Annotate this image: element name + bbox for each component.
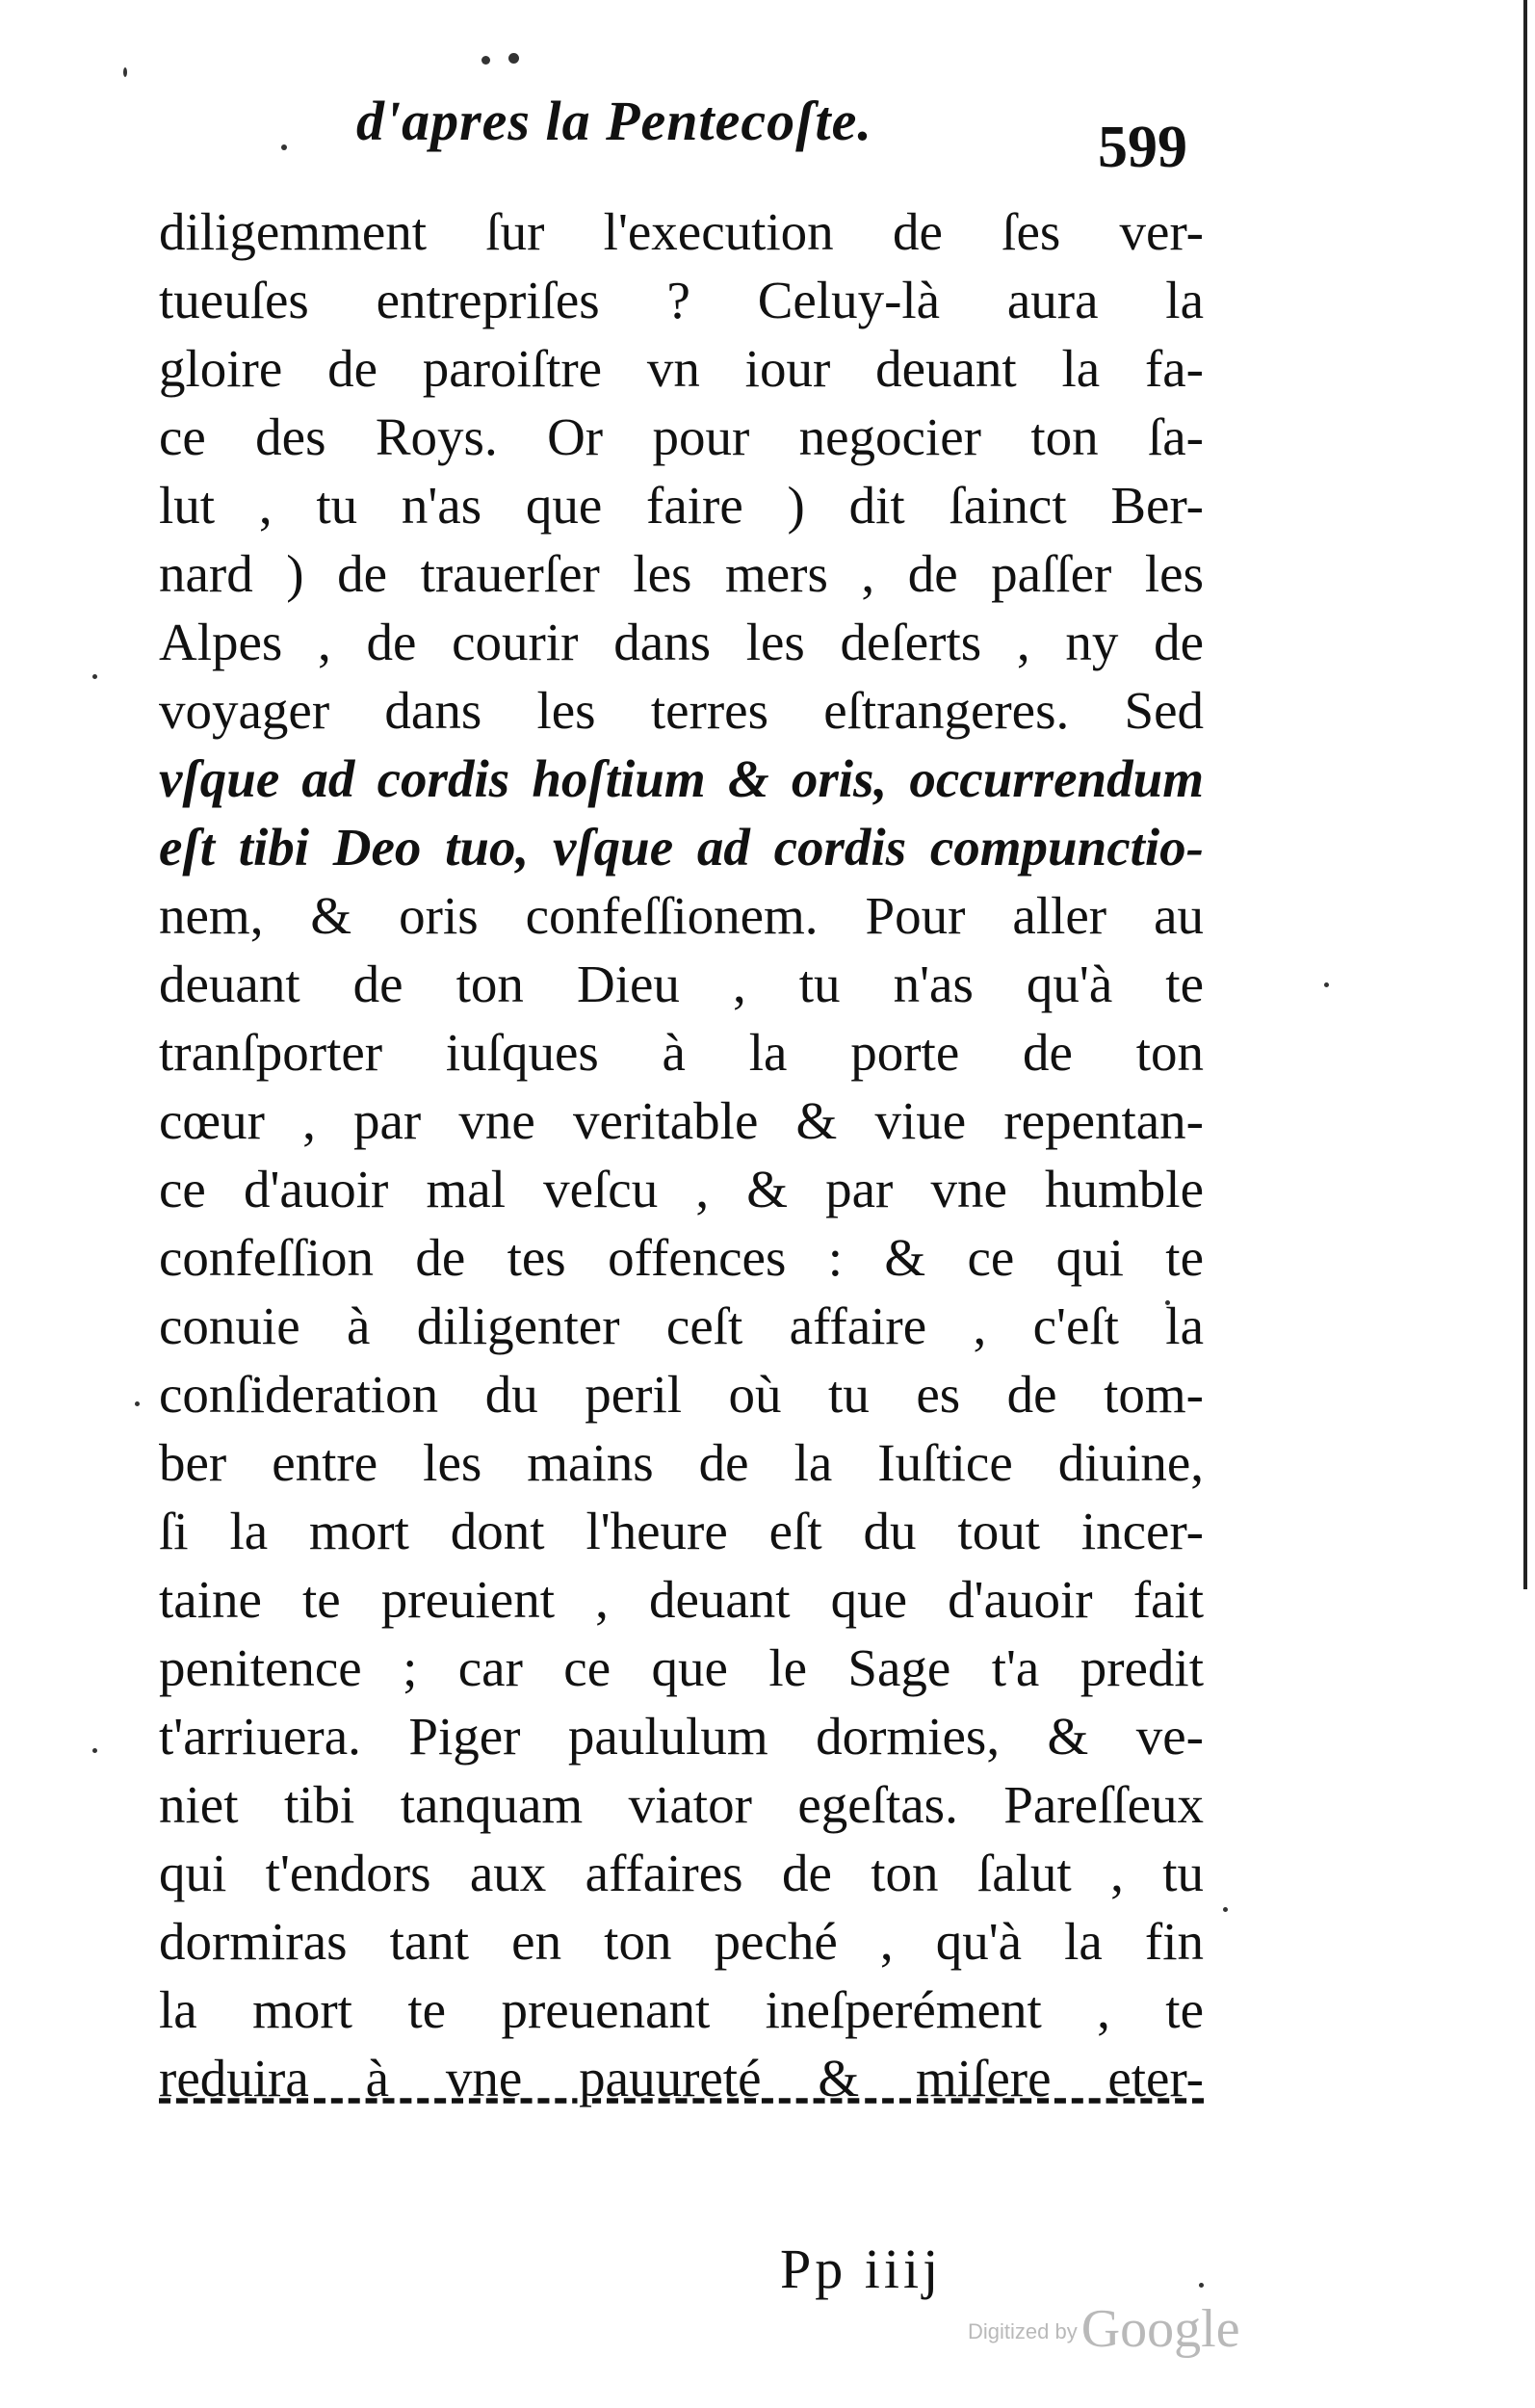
text-line: conuie à diligenter ceſt affaire , c'eſt la	[159, 1296, 1204, 1355]
text-line: deuant de ton Dieu , tu n'as qu'à te	[159, 955, 1204, 1013]
text-line: ce d'auoir mal veſcu , & par vne humble	[159, 1160, 1204, 1218]
text-line: tranſporter iuſques à la porte de ton	[159, 1023, 1204, 1082]
text-line: confeſſion de tes offences : & ce qui te	[159, 1228, 1204, 1287]
text-line: voyager dans les terres eſtrangeres. Sed	[159, 681, 1204, 740]
digitized-watermark	[968, 2298, 1240, 2360]
text-line: ſi la mort dont l'heure eſt du tout incer-	[159, 1502, 1204, 1560]
text-line: taine te preuient , deuant que d'auoir fait	[159, 1570, 1204, 1629]
text-line: nard ) de trauerſer les mers , de paſſer les	[159, 544, 1204, 603]
text-line: ce des Roys. Or pour negocier ton ſa-	[159, 407, 1204, 466]
text-line: niet tibi tanquam viator egeſtas. Pareſſeux	[159, 1775, 1204, 1834]
page-number: 599	[1098, 115, 1187, 180]
text-line: nem, & oris confeſſionem. Pour aller au	[159, 886, 1204, 945]
text-line: la mort te preuenant ineſperément , te	[159, 1980, 1204, 2039]
page-edge-shadow	[1523, 0, 1527, 1589]
text-line: ber entre les mains de la Iuſtice diuine,	[159, 1433, 1204, 1492]
running-head: d'apres la Pentecoſte.	[356, 90, 872, 152]
text-line: penitence ; car ce que le Sage t'a predit	[159, 1638, 1204, 1697]
text-line: diligemment ſur l'execution de ſes ver-	[159, 202, 1204, 261]
text-line: reduira à vne pauureté & miſere eter-	[159, 2049, 1204, 2107]
body-text	[159, 197, 1204, 2112]
watermark-prefix: Digitized by	[968, 2319, 1078, 2343]
google-logo: Google	[1080, 2299, 1240, 2359]
text-line: qui t'endors aux affaires de ton ſalut , tu	[159, 1844, 1204, 1902]
text-line: gloire de paroiſtre vn iour deuant la fa-	[159, 339, 1204, 398]
text-line: cœur , par vne veritable & viue repentan-	[159, 1091, 1204, 1150]
signature-mark: Pp iiij	[780, 2238, 943, 2300]
text-line: vſque ad cordis hoſtium & oris, occurrendum	[159, 749, 1204, 808]
text-line: eſt tibi Deo tuo, vſque ad cordis compunctio-	[159, 818, 1204, 877]
text-line: t'arriuera. Piger paululum dormies, & ve-	[159, 1707, 1204, 1766]
text-line: tueuſes entrepriſes ? Celuy-là aura la	[159, 271, 1204, 329]
text-line: lut , tu n'as que faire ) dit ſainct Ber-	[159, 476, 1204, 535]
text-line: dormiras tant en ton peché , qu'à la fin	[159, 1912, 1204, 1971]
text-line: Alpes , de courir dans les deſerts , ny de	[159, 613, 1204, 671]
text-line: conſideration du peril où tu es de tom-	[159, 1365, 1204, 1424]
